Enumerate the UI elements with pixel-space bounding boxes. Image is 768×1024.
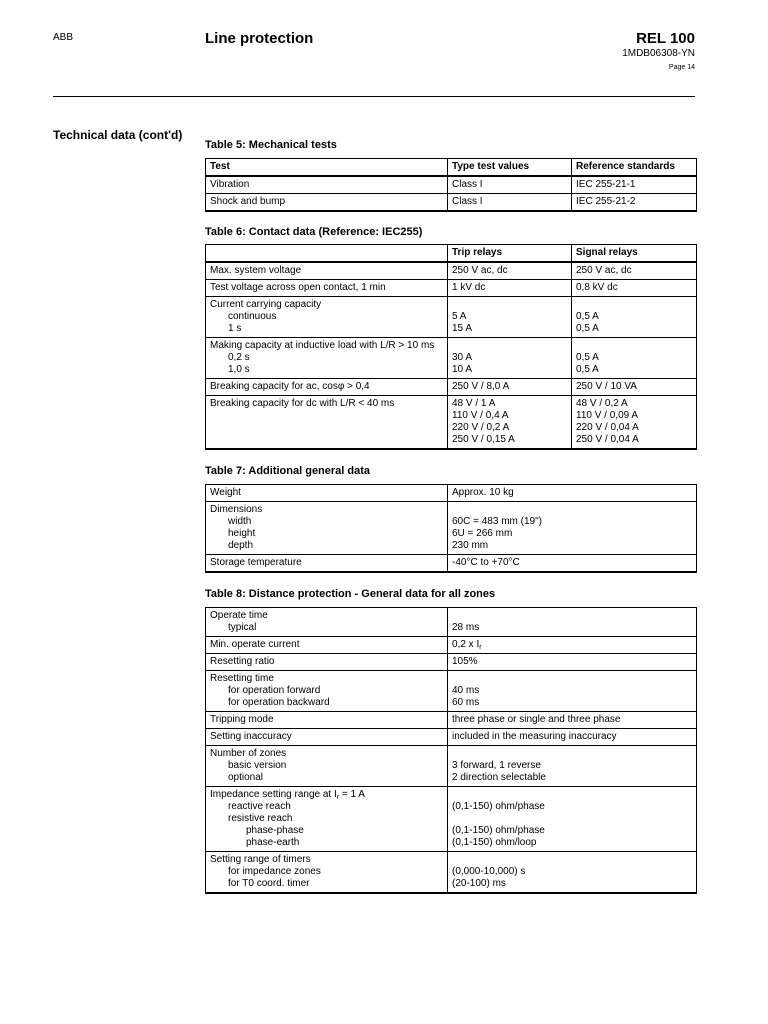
table-cell [572, 396, 697, 450]
row-sublabel: for T0 coord. timer [228, 878, 310, 889]
page-number: Page 14 [668, 64, 695, 71]
cell-value: 60C = 483 mm (19") [452, 516, 542, 527]
cell-value: 28 ms [452, 622, 480, 633]
cell-value: 5 A [452, 311, 467, 322]
table-row [206, 671, 697, 712]
table-cell [572, 297, 697, 338]
cell-value: (0,1-150) ohm/phase [452, 825, 545, 836]
table-header-row [206, 159, 697, 177]
table-cell: 1 kV dc [448, 280, 572, 297]
cell-value: 230 mm [452, 540, 489, 551]
cell-value: 0,5 A [576, 323, 599, 334]
row-sublabel: width [228, 516, 252, 527]
table-row [206, 262, 697, 280]
row-sublabel: depth [228, 540, 254, 551]
table-cell: Shock and bump [206, 194, 448, 212]
table-cell [572, 338, 697, 379]
table-row [206, 280, 697, 297]
table8-distance-protection [205, 607, 697, 894]
row-label: Number of zones [210, 748, 287, 759]
table-cell: Class I [448, 194, 572, 212]
row-sublabel: for operation backward [228, 697, 330, 708]
table6-contact-data [205, 244, 697, 450]
table-row [206, 396, 697, 450]
table8-caption: Table 8: Distance protection - General data for all zones [205, 588, 496, 600]
table-row [206, 729, 697, 746]
table-cell [206, 297, 448, 338]
header-divider [53, 96, 695, 97]
table-cell [448, 608, 697, 637]
table-cell [448, 671, 697, 712]
table-row [206, 608, 697, 637]
cell-value: (20-100) ms [452, 878, 506, 889]
table-cell: Vibration [206, 176, 448, 194]
cell-value: (0,1-150) ohm/phase [452, 801, 545, 812]
table-cell [448, 787, 697, 852]
row-sublabel: typical [228, 622, 257, 633]
table7-general-data [205, 484, 697, 573]
table-cell [448, 338, 572, 379]
row-label: Current carrying capacity [210, 299, 322, 310]
subscript: r [336, 794, 340, 801]
subscript: r [479, 644, 482, 651]
row-label [210, 789, 443, 801]
row-sublabel: 1 s [228, 323, 242, 334]
row-sublabel: resistive reach [228, 813, 293, 824]
cell-value: 40 ms [452, 685, 480, 696]
table-row [206, 485, 697, 502]
row-label: Dimensions [210, 504, 263, 515]
cell-value: 220 V / 0,2 A [452, 422, 510, 433]
product-name: REL 100 [636, 30, 695, 47]
cell-value: 250 V / 0,04 A [576, 434, 639, 445]
table5-caption: Table 5: Mechanical tests [205, 139, 337, 151]
table-row [206, 637, 697, 654]
row-sublabel: continuous [228, 311, 277, 322]
table-cell [448, 637, 697, 654]
table-cell: Weight [206, 485, 448, 502]
table-cell: IEC 255-21-1 [572, 176, 697, 194]
table-cell [206, 502, 448, 555]
row-sublabel: for impedance zones [228, 866, 321, 877]
label-text: = 1 A [339, 789, 365, 800]
cell-value: 10 A [452, 364, 473, 375]
document-title: Line protection [205, 30, 314, 47]
row-label: Making capacity at inductive load with L/R > 10 ms [210, 340, 435, 351]
row-sublabel: optional [228, 772, 264, 783]
document-number: 1MDB06308-YN [622, 48, 695, 59]
column-header: Reference standards [572, 159, 697, 177]
table-row [206, 746, 697, 787]
table5-mechanical-tests [205, 158, 697, 212]
table-cell: Max. system voltage [206, 262, 448, 280]
cell-value: 48 V / 0,2 A [576, 398, 628, 409]
cell-value: 0,5 A [576, 311, 599, 322]
table-cell: Class I [448, 176, 572, 194]
column-header: Test [206, 159, 448, 177]
row-label: Resetting time [210, 673, 274, 684]
table-row [206, 338, 697, 379]
row-label: Breaking capacity for dc with L/R < 40 ms [210, 398, 395, 409]
table-cell: 250 V / 8,0 A [448, 379, 572, 396]
row-label: Operate time [210, 610, 268, 621]
table-row [206, 297, 697, 338]
table-row [206, 712, 697, 729]
table-cell: Approx. 10 kg [448, 485, 697, 502]
cell-value: (0,1-150) ohm/loop [452, 837, 537, 848]
table-row [206, 852, 697, 894]
table-cell [448, 746, 697, 787]
row-sublabel: height [228, 528, 256, 539]
table-row [206, 176, 697, 194]
table-cell: 105% [448, 654, 697, 671]
cell-value: 110 V / 0,4 A [452, 410, 509, 421]
table-cell [206, 671, 448, 712]
table-cell [206, 608, 448, 637]
row-sublabel: 1,0 s [228, 364, 250, 375]
table-cell: Min. operate current [206, 637, 448, 654]
cell-value: 2 direction selectable [452, 772, 546, 783]
table-row [206, 555, 697, 573]
table-cell: 250 V ac, dc [448, 262, 572, 280]
table-row [206, 654, 697, 671]
cell-value: (0,000-10,000) s [452, 866, 526, 877]
table-cell: included in the measuring inaccuracy [448, 729, 697, 746]
table-header-row [206, 245, 697, 263]
table-cell: IEC 255-21-2 [572, 194, 697, 212]
table-cell: 250 V / 10 VA [572, 379, 697, 396]
cell-value: 0,2 x I [452, 639, 480, 650]
table-row [206, 379, 697, 396]
row-sublabel: 0,2 s [228, 352, 250, 363]
table-cell [206, 787, 448, 852]
cell-value: 48 V / 1 A [452, 398, 496, 409]
cell-value: 3 forward, 1 reverse [452, 760, 541, 771]
row-sublabel: reactive reach [228, 801, 291, 812]
table-cell: three phase or single and three phase [448, 712, 697, 729]
row-label: Setting range of timers [210, 854, 311, 865]
cell-value: 250 V / 0,15 A [452, 434, 515, 445]
row-sublabel: for operation forward [228, 685, 321, 696]
label-text: Impedance setting range at I [210, 789, 337, 800]
cell-value: 0,5 A [576, 364, 599, 375]
table-cell: 0,8 kV dc [572, 280, 697, 297]
table-cell [448, 396, 572, 450]
table-cell: Breaking capacity for ac, cosφ > 0,4 [206, 379, 448, 396]
table-row [206, 194, 697, 212]
column-header [206, 245, 448, 263]
table-cell: Test voltage across open contact, 1 min [206, 280, 448, 297]
table-cell [206, 852, 448, 894]
table-cell: Resetting ratio [206, 654, 448, 671]
table7-caption: Table 7: Additional general data [205, 465, 371, 477]
table-cell: Storage temperature [206, 555, 448, 573]
column-header: Signal relays [572, 245, 697, 263]
table-cell: -40°C to +70°C [448, 555, 697, 573]
table-cell [206, 396, 448, 450]
column-header: Trip relays [448, 245, 572, 263]
cell-value: 6U = 266 mm [452, 528, 513, 539]
table-cell [448, 502, 697, 555]
cell-value: 60 ms [452, 697, 480, 708]
row-sublabel: phase-phase [246, 825, 304, 836]
table-cell: Setting inaccuracy [206, 729, 448, 746]
row-sublabel: phase-earth [246, 837, 300, 848]
table-row [206, 787, 697, 852]
cell-value: 0,5 A [576, 352, 599, 363]
section-title: Technical data (cont'd) [53, 128, 183, 142]
table-cell [448, 297, 572, 338]
cell-value: 220 V / 0,04 A [576, 422, 639, 433]
table-cell: 250 V ac, dc [572, 262, 697, 280]
cell-value: 30 A [452, 352, 473, 363]
cell-value: 15 A [452, 323, 473, 334]
table-cell [206, 746, 448, 787]
table-cell: Tripping mode [206, 712, 448, 729]
brand-name: ABB [53, 32, 74, 43]
table-cell [448, 852, 697, 894]
table-cell [206, 338, 448, 379]
table6-caption: Table 6: Contact data (Reference: IEC255) [205, 226, 423, 238]
column-header: Type test values [448, 159, 572, 177]
row-sublabel: basic version [228, 760, 287, 771]
table-row [206, 502, 697, 555]
cell-value: 110 V / 0,09 A [576, 410, 639, 421]
